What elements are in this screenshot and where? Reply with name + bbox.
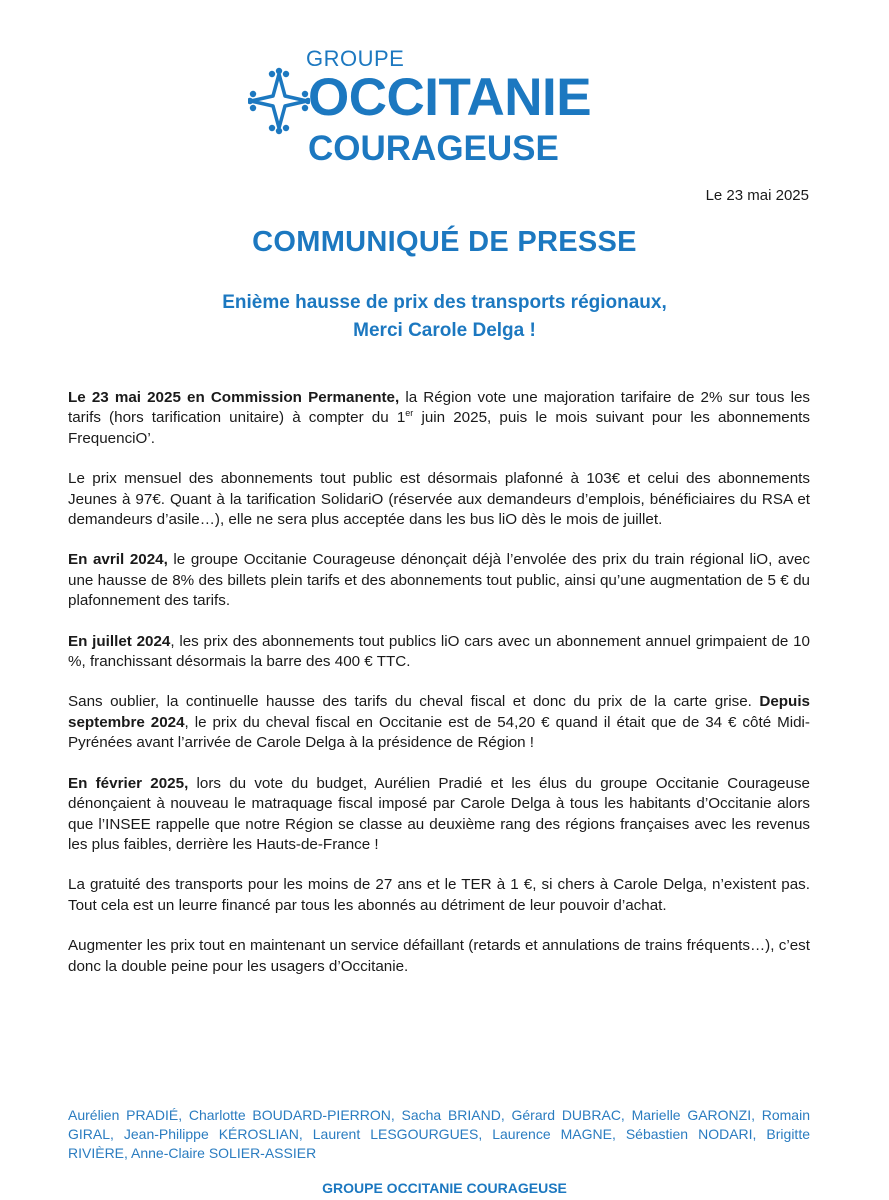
paragraph-5 (68, 692, 810, 753)
paragraph-6 (68, 774, 810, 856)
document-date: Le 23 mai 2025 (705, 187, 809, 204)
paragraph-6-lead: En février 2025, (68, 774, 189, 792)
paragraph-1 (68, 388, 810, 449)
paragraph-1-text-a: la Région vote une majoration tarifaire de 2% sur tous les tarifs (hors tarification unitaire) à compter du 1 (68, 389, 810, 427)
logo-line-occitanie: OCCITANIE (308, 68, 592, 127)
logo-line-groupe: GROUPE (306, 46, 405, 71)
paragraph-5-lead: Depuis septembre 2024 (68, 693, 810, 731)
subtitle-line-2: Merci Carole Delga ! (353, 320, 536, 341)
paragraph-8: Augmenter les prix tout en maintenant un service défaillant (retards et annulations de trains fréquents…), c’est donc la double peine pour les usagers d’Occitanie. (68, 937, 810, 975)
occitan-cross-icon (248, 66, 310, 136)
paragraph-5-text-b: , le prix du cheval fiscal en Occitanie est de 54,20 € quand il était que de 34 € côté Midi-Pyrénées avant l’arrivée de Carole Delga à la présidence de Région ! (68, 713, 810, 752)
paragraph-1-text-b: juin 2025, puis le mois suivant pour les abonnements FrequenciO’. (68, 409, 810, 447)
paragraph-4-text: , les prix des abonnements tout publics liO cars avec un abonnement annuel grimpaient de 10 %, franchissant désormais la barre des 400 € TTC. (68, 632, 810, 671)
group-logo (246, 46, 646, 171)
paragraph-3 (68, 550, 810, 611)
page-subtitle (0, 289, 889, 345)
paragraph-2: Le prix mensuel des abonnements tout public est désormais plafonné à 103€ et celui des abonnements Jeunes à 97€. Quant à la tarification SolidariO (réservée aux demandeurs d’emplois, bénéficiaires du RSA et demandeurs d’asile…), elle ne sera plus acceptée dans les bus liO dès le mois de juillet. (68, 470, 810, 529)
paragraph-7: La gratuité des transports pour les moins de 27 ans et le TER à 1 €, si chers à Carole Delga, n’existent pas. Tout cela est un leurre financé par tous les abonnés au détriment de leur pouvoir d’achat. (68, 876, 810, 914)
paragraph-3-lead: En avril 2024, (68, 551, 168, 569)
paragraph-1-lead: Le 23 mai 2025 en Commission Permanente, (68, 389, 400, 406)
paragraph-3-text: le groupe Occitanie Courageuse dénonçait déjà l’envolée des prix du train régional liO, avec une hausse de 8% des billets plein tarifs et des abonnements tout public, ainsi qu’une augmentation de 5 € du plafonnement des tarifs. (68, 551, 810, 610)
signatories-list: Aurélien PRADIÉ, Charlotte BOUDARD-PIERRON, Sacha BRIAND, Gérard DUBRAC, Marielle GARONZI, Romain GIRAL, Jean-Philippe KÉROSLIAN, Laurent LESGOURGUES, Laurence MAGNE, Sébastien NODARI, Brigitte RIVIÈRE, Anne-Claire SOLIER-ASSIER (68, 1107, 810, 1161)
paragraph-4-lead: En juillet 2024 (68, 632, 171, 650)
footer-group-name: GROUPE OCCITANIE COURAGEUSE (322, 1180, 567, 1196)
page-title: COMMUNIQUÉ DE PRESSE (252, 226, 637, 258)
paragraph-5-text-a: Sans oublier, la continuelle hausse des tarifs du cheval fiscal et donc du prix de la carte grise. (68, 693, 760, 711)
press-release-body (68, 388, 810, 997)
paragraph-1-sup: er (405, 408, 414, 419)
paragraph-6-text: lors du vote du budget, Aurélien Pradié et les élus du groupe Occitanie Courageuse dénonçaient à nouveau le matraquage fiscal imposé par Carole Delga à tous les habitants d’Occitanie alors que l’INSEE rappelle que notre Région se classe au deuxième rang des régions françaises avec les revenus les plus faibles, derrière les Hauts-de-France ! (68, 774, 810, 853)
paragraph-4 (68, 632, 810, 673)
subtitle-line-1: Enième hausse de prix des transports régionaux, (222, 292, 667, 313)
logo-line-courageuse: COURAGEUSE (308, 129, 559, 168)
